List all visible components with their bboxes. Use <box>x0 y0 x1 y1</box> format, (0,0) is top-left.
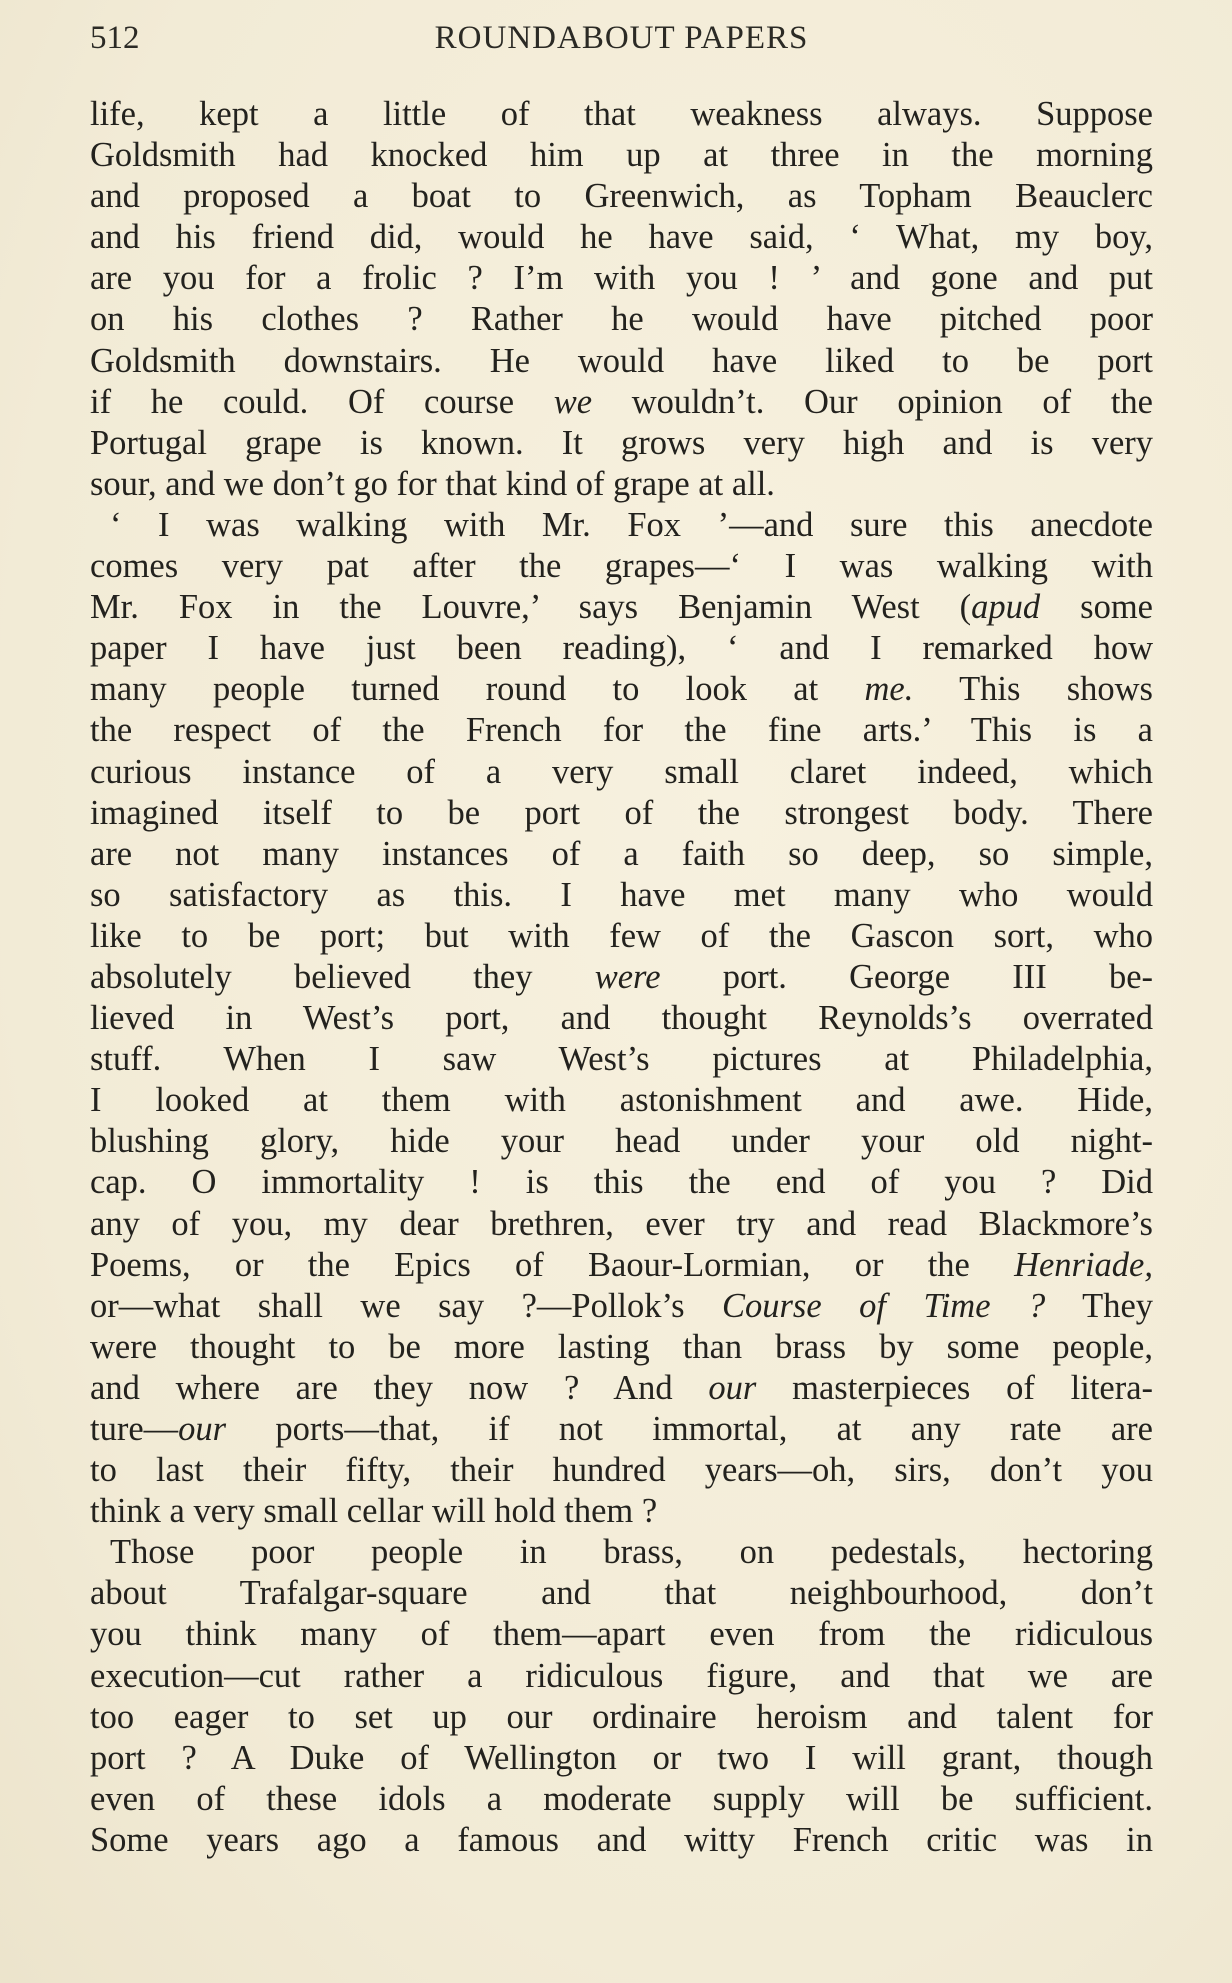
text-line: and his friend did, would he have said, ‘ What, my boy, <box>90 218 1153 257</box>
page-number: 512 <box>90 20 140 56</box>
text-line: blushing glory, hide your head under your old night- <box>90 1122 1153 1161</box>
text-line: stuff. When I saw West’s pictures at Philadelphia, <box>90 1040 1153 1079</box>
text-line: too eager to set up our ordinaire heroism and talent for <box>90 1697 1153 1736</box>
text-line: so satisfactory as this. I have met many who would <box>90 875 1153 914</box>
text-line: the respect of the French for the fine arts.’ This is a <box>90 711 1153 750</box>
text-line: Goldsmith had knocked him up at three in the morning <box>90 136 1153 175</box>
text-line: Some years ago a famous and witty French critic was in <box>90 1820 1153 1859</box>
italic-text: our <box>708 1368 757 1407</box>
text-line: think a very small cellar will hold them ? <box>90 1492 658 1531</box>
text-line: execution—cut rather a ridiculous figure, and that we are <box>90 1656 1153 1695</box>
text-line: life, kept a little of that weakness always. Suppose <box>90 95 1153 133</box>
text-line: are not many instances of a faith so deep, so simple, <box>90 834 1153 873</box>
text-line: port ? A Duke of Wellington or two I will grant, though <box>90 1738 1153 1777</box>
text-line: Poems, or the Epics of Baour-Lormian, or the Henriade, <box>90 1245 1153 1284</box>
italic-text: Course of Time ? <box>721 1286 1046 1325</box>
text-line: and proposed a boat to Greenwich, as Topham Beauclerc <box>90 177 1153 216</box>
text-line: I looked at them with astonishment and awe. Hide, <box>90 1081 1153 1120</box>
text-line: paper I have just been reading), ‘ and I remarked how <box>90 629 1153 668</box>
text-line: were thought to be more lasting than brass by some people, <box>90 1327 1153 1366</box>
italic-text: our <box>178 1410 227 1448</box>
text-line: cap. O immortality ! is this the end of you ? Did <box>90 1163 1153 1202</box>
text-line: like to be port; but with few of the Gascon sort, who <box>90 916 1153 955</box>
text-line: ture—our ports—that, if not immortal, at any rate are <box>90 1410 1153 1448</box>
text-line: you think many of them—apart even from the ridiculous <box>90 1615 1153 1654</box>
text-line: are you for a frolic ? I’m with you ! ’ and gone and put <box>90 259 1153 298</box>
text-line: lieved in West’s port, and thought Reynolds’s overrated <box>90 999 1153 1038</box>
italic-text: apud <box>971 588 1041 627</box>
italic-text: me. <box>864 670 914 709</box>
text-line: Goldsmith downstairs. He would have liked to be port <box>90 341 1153 380</box>
text-line: to last their fifty, their hundred years—oh, sirs, don’t you <box>90 1451 1153 1490</box>
text-line: Mr. Fox in the Louvre,’ says Benjamin West (apud some <box>90 588 1153 627</box>
text-line: comes very pat after the grapes—‘ I was walking with <box>90 547 1153 586</box>
text-line: sour, and we don’t go for that kind of grape at all. <box>90 464 775 503</box>
running-head-title: ROUNDABOUT PAPERS <box>434 20 809 56</box>
text-line: even of these idols a moderate supply will be sufficient. <box>90 1779 1153 1818</box>
text-line: many people turned round to look at me. This shows <box>90 670 1153 709</box>
italic-text: Henriade, <box>1014 1245 1153 1284</box>
paragraph-start-line: ‘ I was walking with Mr. Fox ’—and sure this anecdote <box>110 505 1153 544</box>
text-line: curious instance of a very small claret indeed, which <box>90 752 1153 791</box>
text-line: if he could. Of course we wouldn’t. Our opinion of the <box>90 382 1153 421</box>
body-text <box>90 94 1153 1861</box>
text-line: imagined itself to be port of the strongest body. There <box>90 793 1153 832</box>
italic-text: we <box>553 382 593 421</box>
text-line: or—what shall we say ?—Pollok’s Course of Time ? They <box>90 1286 1154 1325</box>
running-head <box>90 20 1153 64</box>
text-line: absolutely believed they were port. George III be- <box>90 957 1153 996</box>
text-line: any of you, my dear brethren, ever try and read Blackmore’s <box>90 1204 1153 1243</box>
paragraph-start-line: Those poor people in brass, on pedestals, hectoring <box>110 1533 1153 1572</box>
text-line: Portugal grape is known. It grows very high and is very <box>90 423 1153 462</box>
text-line: on his clothes ? Rather he would have pitched poor <box>90 300 1153 339</box>
text-line: and where are they now ? And our masterpieces of litera- <box>90 1368 1154 1407</box>
text-line: about Trafalgar-square and that neighbourhood, don’t <box>90 1574 1153 1613</box>
italic-text: were <box>594 957 661 996</box>
